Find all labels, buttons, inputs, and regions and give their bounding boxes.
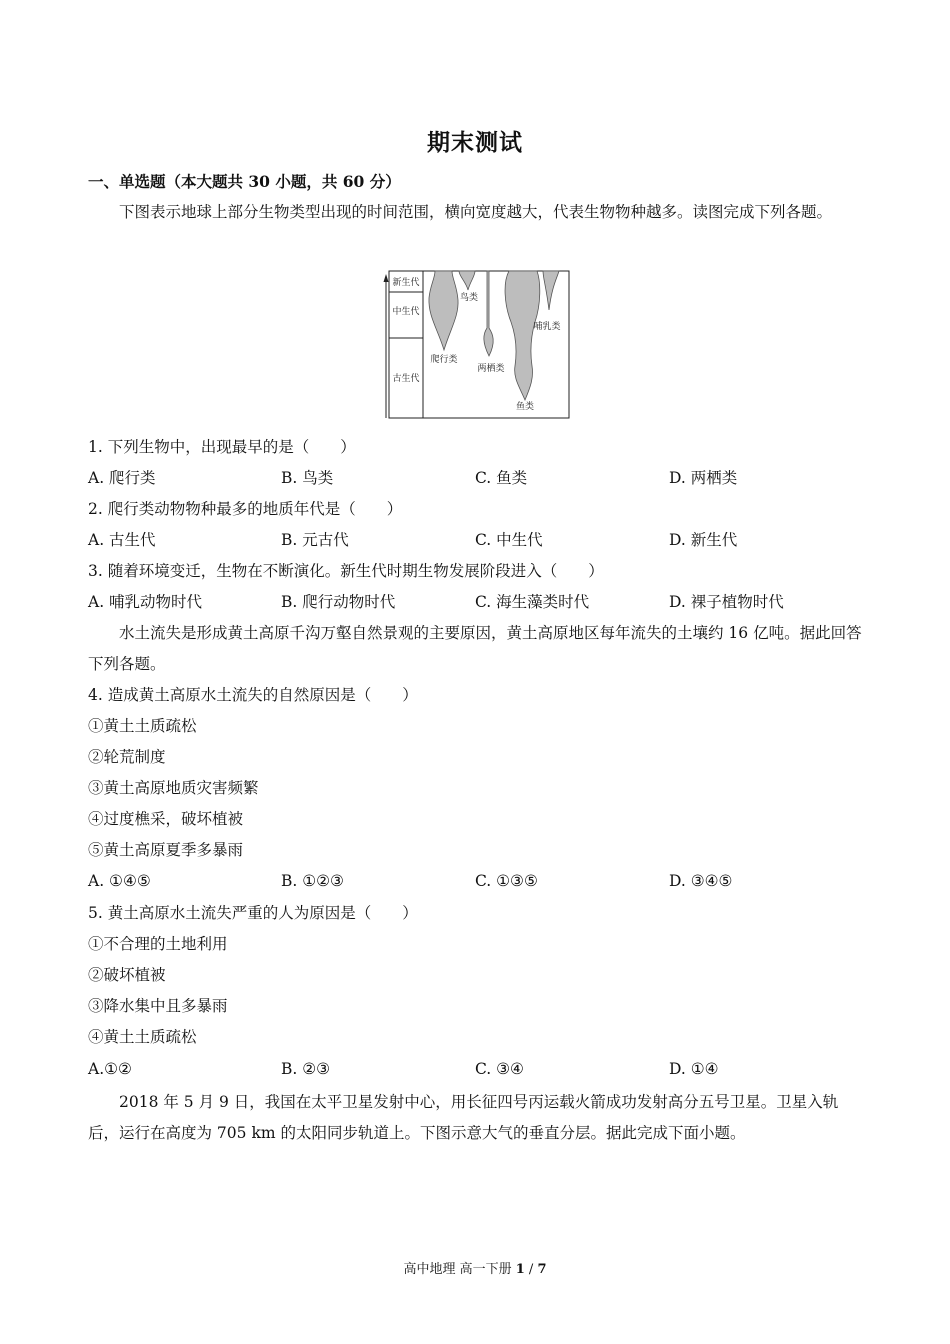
era-label-paleozoic: 古生代 — [392, 374, 420, 384]
footer-page-number: 1 — [515, 1262, 525, 1277]
q4-option-a[interactable]: A. ①④⑤ — [88, 872, 151, 890]
footer-total-pages: 7 — [537, 1262, 547, 1277]
question-1-stem: 1. 下列生物中，出现最早的是（ ） — [88, 438, 356, 456]
q3-option-c[interactable]: C. 海生藻类时代 — [475, 593, 590, 611]
evolution-diagram — [383, 270, 571, 420]
q4-item-3: ③黄土高原地质灾害频繁 — [88, 779, 259, 797]
page-title: 期末测试 — [427, 129, 523, 156]
label-reptile: 爬行类 — [430, 355, 458, 365]
amphibian-shape — [484, 271, 493, 356]
q4-item-5: ⑤黄土高原夏季多暴雨 — [88, 841, 244, 859]
q4-option-b[interactable]: B. ①②③ — [281, 872, 344, 890]
q4-option-d[interactable]: D. ③④⑤ — [669, 872, 733, 890]
q3-option-d[interactable]: D. 裸子植物时代 — [669, 593, 784, 611]
q5-item-3: ③降水集中且多暴雨 — [88, 997, 228, 1015]
q1-option-d[interactable]: D. 两栖类 — [669, 469, 738, 487]
q2-option-c[interactable]: C. 中生代 — [475, 531, 543, 549]
time-axis-arrow — [384, 274, 389, 282]
q4-option-c[interactable]: C. ①③⑤ — [475, 872, 538, 890]
question-4-stem: 4. 造成黄土高原水土流失的自然原因是（ ） — [88, 686, 418, 704]
q2-option-a[interactable]: A. 古生代 — [88, 531, 156, 549]
evolution-figure — [383, 270, 571, 420]
q5-item-1: ①不合理的土地利用 — [88, 935, 228, 953]
label-amphibian: 两栖类 — [477, 364, 505, 374]
figure-frame — [389, 271, 569, 418]
intro-paragraph-2: 水土流失是形成黄土高原千沟万壑自然景观的主要原因，黄土高原地区每年流失的土壤约 16 亿吨。据此回答下列各题。 — [88, 624, 862, 673]
q2-option-b[interactable]: B. 元古代 — [281, 531, 349, 549]
reptile-shape — [429, 271, 458, 350]
mammal-shape — [543, 271, 559, 310]
q1-option-a[interactable]: A. 爬行类 — [88, 469, 156, 487]
label-bird: 鸟类 — [459, 293, 479, 303]
fish-shape — [505, 271, 540, 400]
bird-shape — [459, 271, 475, 290]
q5-option-b[interactable]: B. ②③ — [281, 1060, 331, 1078]
intro-paragraph-3: 2018 年 5 月 9 日，我国在太平卫星发射中心，用长征四号丙运载火箭成功发射高分五号卫星。卫星入轨后，运行在高度为 705 km 的太阳同步轨道上。下图示意大气的垂直分层。据此完成下面小题。 — [88, 1093, 839, 1142]
intro-paragraph-1: 下图表示地球上部分生物类型出现的时间范围，横向宽度越大，代表生物物种越多。读图完成下列各题。 — [119, 203, 833, 221]
q1-option-b[interactable]: B. 鸟类 — [281, 469, 334, 487]
q1-option-c[interactable]: C. 鱼类 — [475, 469, 528, 487]
q5-option-a[interactable]: A.①② — [88, 1060, 132, 1078]
label-fish: 鱼类 — [515, 402, 535, 412]
footer-text: 高中地理 高一下册 — [403, 1262, 516, 1277]
q3-option-b[interactable]: B. 爬行动物时代 — [281, 593, 396, 611]
q2-option-d[interactable]: D. 新生代 — [669, 531, 738, 549]
q3-option-a[interactable]: A. 哺乳动物时代 — [88, 593, 203, 611]
question-3-stem: 3. 随着环境变迁，生物在不断演化。新生代时期生物发展阶段进入（ ） — [88, 562, 604, 580]
era-label-mesozoic: 中生代 — [392, 307, 420, 317]
q5-item-2: ②破坏植被 — [88, 966, 166, 984]
era-label-cenozoic: 新生代 — [392, 278, 420, 288]
footer-separator: / — [524, 1262, 538, 1277]
q4-item-1: ①黄土土质疏松 — [88, 717, 197, 735]
question-2-stem: 2. 爬行类动物物种最多的地质年代是（ ） — [88, 500, 403, 518]
question-5-stem: 5. 黄土高原水土流失严重的人为原因是（ ） — [88, 904, 418, 922]
q5-option-c[interactable]: C. ③④ — [475, 1060, 524, 1078]
page-footer — [0, 1258, 950, 1277]
section-heading: 一、单选题（本大题共 30 小题，共 60 分） — [88, 172, 401, 191]
label-mammal: 哺乳类 — [533, 322, 561, 332]
q4-item-2: ②轮荒制度 — [88, 748, 166, 766]
q4-item-4: ④过度樵采，破坏植被 — [88, 810, 244, 828]
q5-option-d[interactable]: D. ①④ — [669, 1060, 719, 1078]
q5-item-4: ④黄土土质疏松 — [88, 1028, 197, 1046]
